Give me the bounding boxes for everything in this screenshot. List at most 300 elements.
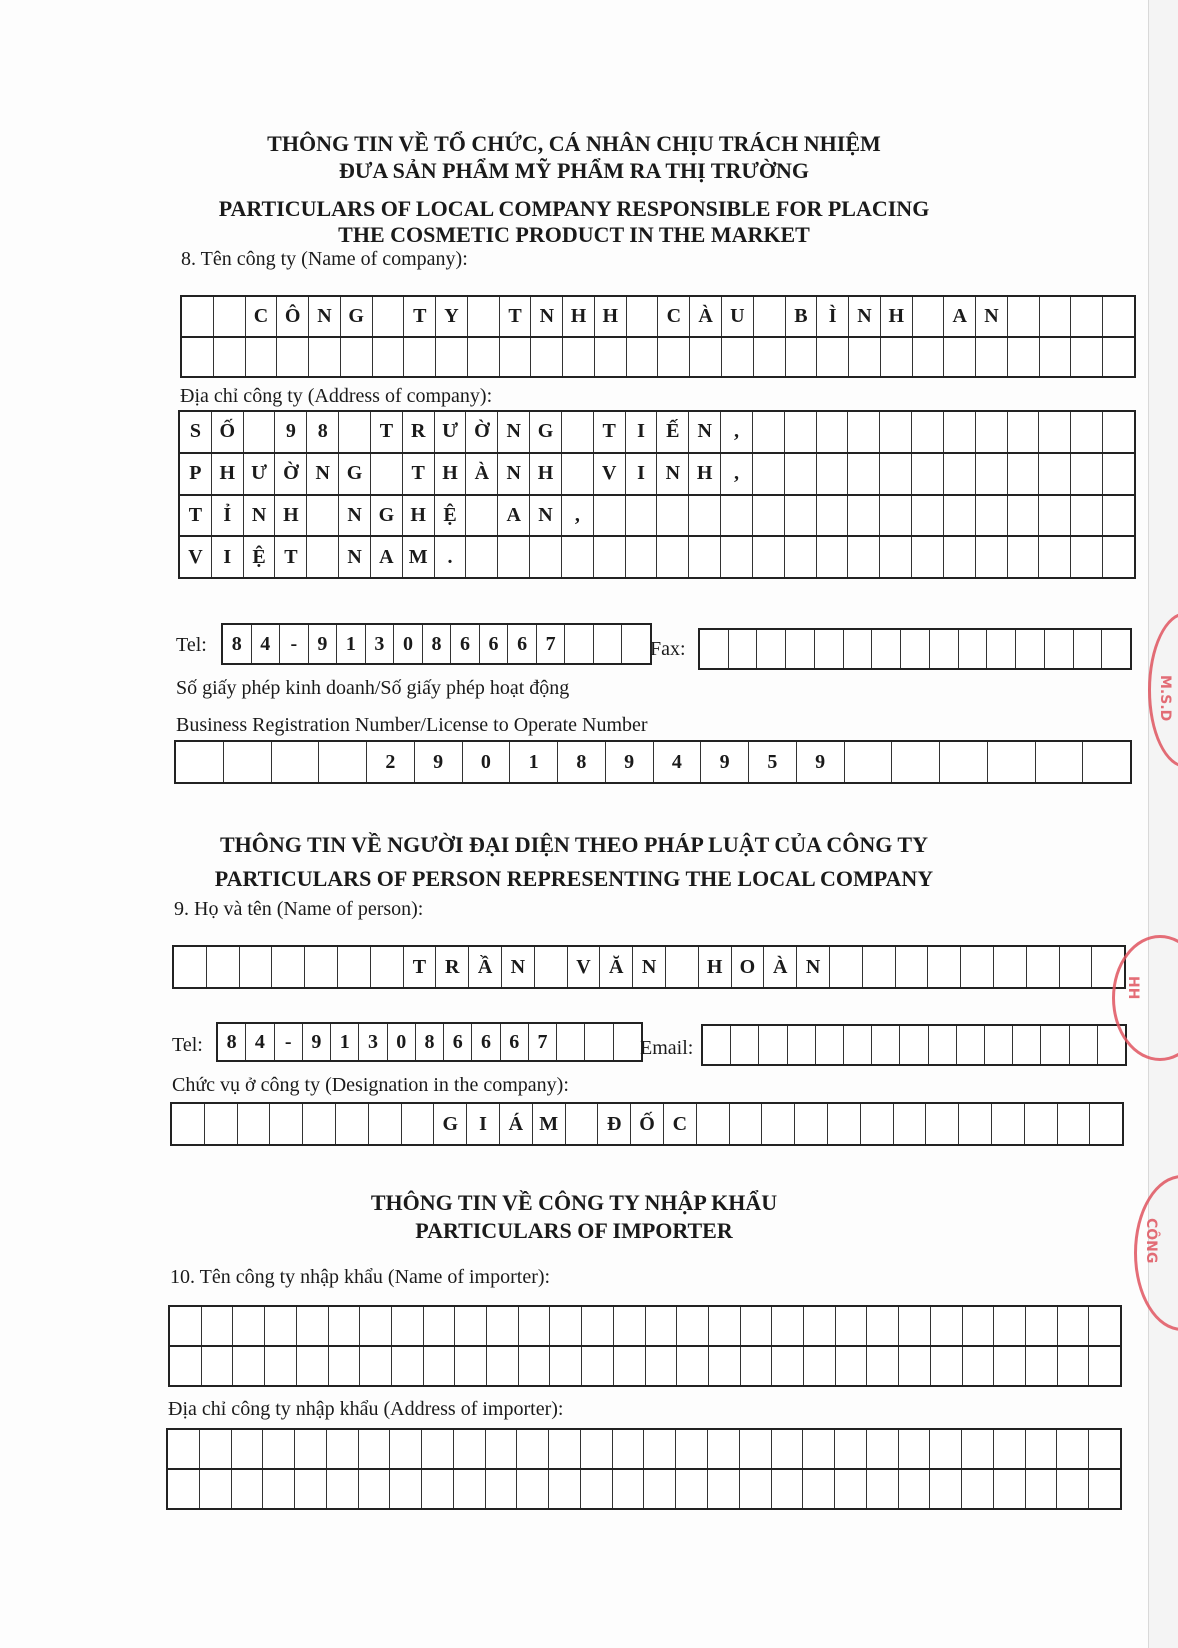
char-box[interactable]: 8 — [415, 1024, 443, 1060]
char-box[interactable]: 5 — [748, 742, 796, 782]
char-box[interactable] — [1056, 1430, 1088, 1468]
char-box[interactable]: 8 — [557, 742, 605, 782]
char-box[interactable] — [306, 496, 338, 536]
char-box[interactable] — [834, 1430, 866, 1468]
char-box[interactable]: N — [338, 496, 370, 536]
char-box[interactable] — [318, 742, 366, 782]
char-box[interactable] — [753, 338, 785, 377]
char-box[interactable]: H — [211, 454, 243, 494]
designation-grid[interactable] — [170, 1102, 1124, 1146]
char-box[interactable]: 6 — [443, 1024, 471, 1060]
char-box[interactable] — [676, 1307, 708, 1345]
char-box[interactable] — [176, 742, 223, 782]
char-box[interactable]: N — [306, 454, 338, 494]
char-box[interactable] — [752, 496, 784, 536]
char-box[interactable]: I — [211, 537, 243, 577]
address-grid[interactable] — [178, 410, 1136, 579]
char-box[interactable] — [467, 338, 499, 377]
char-box[interactable]: - — [279, 625, 308, 663]
char-box[interactable] — [581, 1347, 613, 1385]
char-box[interactable]: 9 — [308, 625, 337, 663]
char-box[interactable] — [485, 1470, 517, 1508]
char-box[interactable]: H — [434, 454, 466, 494]
char-box[interactable]: T — [593, 412, 625, 452]
char-box[interactable]: 9 — [796, 742, 844, 782]
char-box[interactable] — [358, 1470, 390, 1508]
char-box[interactable] — [708, 1347, 740, 1385]
char-box[interactable]: H — [529, 454, 561, 494]
char-box[interactable] — [771, 1430, 803, 1468]
char-box[interactable]: 9 — [414, 742, 462, 782]
char-box[interactable] — [294, 1430, 326, 1468]
char-box[interactable] — [929, 1430, 961, 1468]
char-box[interactable] — [879, 537, 911, 577]
char-box[interactable] — [871, 1026, 899, 1064]
char-box[interactable]: 7 — [536, 625, 565, 663]
char-box[interactable] — [939, 742, 987, 782]
char-box[interactable] — [594, 338, 626, 377]
char-box[interactable] — [895, 947, 928, 987]
char-box[interactable] — [898, 1347, 930, 1385]
char-box[interactable]: N — [796, 947, 829, 987]
char-box[interactable] — [1070, 412, 1102, 452]
char-box[interactable] — [1025, 1307, 1057, 1345]
char-box[interactable]: H — [274, 496, 306, 536]
char-box[interactable] — [626, 338, 658, 377]
char-box[interactable] — [613, 1347, 645, 1385]
char-box[interactable] — [975, 338, 1007, 377]
char-box[interactable] — [785, 630, 814, 668]
char-box[interactable] — [991, 1104, 1024, 1144]
char-box[interactable] — [993, 1307, 1025, 1345]
char-box[interactable]: B — [785, 297, 817, 336]
char-box[interactable] — [306, 537, 338, 577]
char-box[interactable]: Ố — [211, 412, 243, 452]
char-box[interactable]: 8 — [422, 625, 451, 663]
char-box[interactable] — [423, 1347, 455, 1385]
char-box[interactable] — [993, 1347, 1025, 1385]
char-box[interactable] — [975, 537, 1007, 577]
char-box[interactable] — [975, 412, 1007, 452]
char-box[interactable]: T — [403, 947, 436, 987]
char-box[interactable]: 6 — [450, 625, 479, 663]
email-grid[interactable] — [701, 1024, 1127, 1066]
char-box[interactable] — [549, 1347, 581, 1385]
char-box[interactable] — [199, 1430, 231, 1468]
char-box[interactable] — [368, 1104, 401, 1144]
char-box[interactable] — [613, 1307, 645, 1345]
char-box[interactable] — [794, 1104, 827, 1144]
char-box[interactable] — [675, 1470, 707, 1508]
char-box[interactable] — [1038, 412, 1070, 452]
char-box[interactable] — [740, 1307, 772, 1345]
char-box[interactable] — [993, 947, 1026, 987]
char-box[interactable] — [816, 496, 848, 536]
char-box[interactable] — [962, 1307, 994, 1345]
char-box[interactable]: T — [274, 537, 306, 577]
char-box[interactable] — [1044, 630, 1073, 668]
char-box[interactable] — [335, 1104, 368, 1144]
char-box[interactable] — [707, 1430, 739, 1468]
char-box[interactable] — [815, 1026, 843, 1064]
char-box[interactable] — [486, 1307, 518, 1345]
char-box[interactable] — [657, 338, 689, 377]
char-box[interactable] — [984, 1026, 1012, 1064]
char-box[interactable] — [231, 1430, 263, 1468]
char-box[interactable] — [987, 742, 1035, 782]
char-box[interactable]: Ầ — [468, 947, 501, 987]
char-box[interactable] — [170, 1347, 201, 1385]
char-box[interactable] — [803, 1307, 835, 1345]
char-box[interactable] — [1038, 496, 1070, 536]
char-box[interactable] — [645, 1307, 677, 1345]
char-box[interactable]: H — [688, 454, 720, 494]
char-box[interactable] — [962, 1347, 994, 1385]
char-box[interactable] — [1088, 1430, 1120, 1468]
char-box[interactable] — [753, 297, 785, 336]
char-box[interactable] — [752, 412, 784, 452]
char-box[interactable] — [961, 1430, 993, 1468]
char-box[interactable] — [688, 537, 720, 577]
char-box[interactable] — [370, 947, 403, 987]
char-box[interactable] — [1070, 537, 1102, 577]
char-box[interactable]: V — [567, 947, 600, 987]
char-box[interactable]: Đ — [597, 1104, 630, 1144]
char-box[interactable]: Ư — [243, 454, 275, 494]
char-box[interactable] — [401, 1104, 434, 1144]
char-box[interactable] — [326, 1430, 358, 1468]
char-box[interactable] — [1102, 338, 1134, 377]
char-box[interactable]: 2 — [366, 742, 414, 782]
char-box[interactable] — [956, 1026, 984, 1064]
char-box[interactable]: Ì — [816, 297, 848, 336]
char-box[interactable] — [1038, 454, 1070, 494]
char-box[interactable]: Ỉ — [211, 496, 243, 536]
char-box[interactable]: N — [632, 947, 665, 987]
char-box[interactable] — [784, 537, 816, 577]
char-box[interactable] — [516, 1430, 548, 1468]
char-box[interactable] — [581, 1307, 613, 1345]
char-box[interactable]: T — [403, 297, 435, 336]
char-box[interactable] — [847, 537, 879, 577]
char-box[interactable] — [943, 496, 975, 536]
char-box[interactable] — [1007, 454, 1039, 494]
char-box[interactable] — [975, 454, 1007, 494]
char-box[interactable]: H — [594, 297, 626, 336]
char-box[interactable] — [580, 1470, 612, 1508]
char-box[interactable] — [612, 1470, 644, 1508]
char-box[interactable]: 6 — [471, 1024, 499, 1060]
char-box[interactable] — [626, 297, 658, 336]
char-box[interactable] — [201, 1307, 233, 1345]
char-box[interactable]: O — [731, 947, 764, 987]
char-box[interactable] — [925, 1104, 958, 1144]
char-box[interactable] — [389, 1470, 421, 1508]
char-box[interactable] — [643, 1430, 675, 1468]
char-box[interactable] — [1102, 412, 1134, 452]
char-box[interactable] — [276, 338, 308, 377]
char-box[interactable] — [802, 1430, 834, 1468]
char-box[interactable] — [866, 1470, 898, 1508]
char-box[interactable]: H — [402, 496, 434, 536]
char-box[interactable]: R — [435, 947, 468, 987]
char-box[interactable] — [843, 1026, 871, 1064]
char-box[interactable] — [486, 1347, 518, 1385]
char-box[interactable] — [358, 1430, 390, 1468]
char-box[interactable] — [975, 496, 1007, 536]
char-box[interactable]: Y — [435, 297, 467, 336]
char-box[interactable] — [752, 454, 784, 494]
char-box[interactable]: V — [188, 545, 203, 568]
char-box[interactable]: Á — [499, 1104, 532, 1144]
char-box[interactable]: 3 — [358, 1024, 386, 1060]
char-box[interactable] — [1073, 630, 1102, 668]
char-box[interactable]: G — [340, 297, 372, 336]
char-box[interactable] — [1082, 742, 1130, 782]
char-box[interactable] — [898, 1307, 930, 1345]
char-box[interactable]: 8 — [226, 1030, 237, 1053]
char-box[interactable] — [584, 1024, 612, 1060]
char-box[interactable] — [561, 412, 593, 452]
char-box[interactable] — [700, 630, 728, 668]
char-box[interactable] — [580, 1430, 612, 1468]
char-box[interactable] — [556, 1024, 584, 1060]
char-box[interactable]: T — [370, 412, 402, 452]
char-box[interactable]: 1 — [336, 625, 365, 663]
char-box[interactable] — [1088, 1307, 1120, 1345]
char-box[interactable] — [643, 1470, 675, 1508]
char-box[interactable] — [453, 1430, 485, 1468]
char-box[interactable] — [752, 537, 784, 577]
char-box[interactable]: 7 — [528, 1024, 556, 1060]
char-box[interactable] — [993, 1430, 1025, 1468]
char-box[interactable] — [565, 1104, 598, 1144]
char-box[interactable]: 6 — [507, 625, 536, 663]
char-box[interactable] — [245, 338, 277, 377]
char-box[interactable] — [814, 630, 843, 668]
char-box[interactable] — [1056, 1470, 1088, 1508]
char-box[interactable] — [1024, 1104, 1057, 1144]
char-box[interactable] — [1102, 537, 1134, 577]
char-box[interactable] — [389, 1430, 421, 1468]
char-box[interactable] — [296, 1347, 328, 1385]
char-box[interactable] — [182, 297, 213, 336]
char-box[interactable] — [326, 1470, 358, 1508]
char-box[interactable] — [866, 1347, 898, 1385]
char-box[interactable]: À — [465, 454, 497, 494]
char-box[interactable] — [802, 1470, 834, 1508]
char-box[interactable] — [958, 630, 987, 668]
char-box[interactable] — [911, 537, 943, 577]
char-box[interactable] — [465, 537, 497, 577]
char-box[interactable] — [548, 1430, 580, 1468]
char-box[interactable] — [860, 1104, 893, 1144]
char-box[interactable]: 9 — [700, 742, 748, 782]
char-box[interactable] — [720, 537, 752, 577]
char-box[interactable]: - — [274, 1024, 302, 1060]
char-box[interactable]: 9 — [302, 1024, 330, 1060]
char-box[interactable]: N — [243, 496, 275, 536]
char-box[interactable] — [816, 338, 848, 377]
char-box[interactable]: 0 — [462, 742, 510, 782]
char-box[interactable] — [1012, 1026, 1040, 1064]
char-box[interactable] — [761, 1104, 794, 1144]
char-box[interactable] — [771, 1307, 803, 1345]
char-box[interactable]: À — [763, 947, 796, 987]
person-tel-grid[interactable] — [216, 1022, 643, 1062]
char-box[interactable] — [172, 1104, 204, 1144]
char-box[interactable]: G — [433, 1104, 466, 1144]
char-box[interactable] — [707, 1470, 739, 1508]
char-box[interactable] — [986, 630, 1015, 668]
char-box[interactable] — [232, 1347, 264, 1385]
char-box[interactable] — [771, 1347, 803, 1385]
char-box[interactable] — [612, 1430, 644, 1468]
char-box[interactable] — [665, 947, 698, 987]
char-box[interactable] — [758, 1026, 786, 1064]
char-box[interactable] — [930, 1307, 962, 1345]
char-box[interactable] — [899, 1026, 927, 1064]
char-box[interactable] — [1088, 1347, 1120, 1385]
char-box[interactable] — [561, 537, 593, 577]
char-box[interactable] — [1026, 947, 1059, 987]
char-box[interactable] — [170, 1307, 201, 1345]
char-box[interactable] — [688, 496, 720, 536]
char-box[interactable] — [879, 412, 911, 452]
company-name-grid[interactable] — [180, 295, 1136, 378]
char-box[interactable]: H — [880, 297, 912, 336]
char-box[interactable] — [174, 947, 206, 987]
char-box[interactable] — [359, 1307, 391, 1345]
char-box[interactable]: N — [497, 412, 529, 452]
char-box[interactable]: G — [370, 496, 402, 536]
char-box[interactable]: U — [721, 297, 753, 336]
char-box[interactable] — [518, 1307, 550, 1345]
char-box[interactable] — [1057, 1104, 1090, 1144]
char-box[interactable] — [960, 947, 993, 987]
char-box[interactable]: N — [656, 454, 688, 494]
char-box[interactable] — [168, 1470, 199, 1508]
char-box[interactable]: T — [499, 297, 531, 336]
char-box[interactable] — [453, 1470, 485, 1508]
char-box[interactable]: R — [402, 412, 434, 452]
char-box[interactable] — [816, 412, 848, 452]
char-box[interactable] — [182, 338, 213, 377]
char-box[interactable] — [891, 742, 939, 782]
char-box[interactable] — [1007, 297, 1039, 336]
char-box[interactable]: . — [434, 537, 466, 577]
char-box[interactable] — [370, 454, 402, 494]
char-box[interactable] — [862, 947, 895, 987]
char-box[interactable] — [866, 1307, 898, 1345]
char-box[interactable] — [239, 947, 272, 987]
char-box[interactable] — [1057, 1307, 1089, 1345]
char-box[interactable] — [372, 338, 404, 377]
char-box[interactable] — [454, 1307, 486, 1345]
char-box[interactable] — [529, 537, 561, 577]
char-box[interactable] — [231, 1470, 263, 1508]
char-box[interactable] — [816, 537, 848, 577]
char-box[interactable] — [943, 338, 975, 377]
char-box[interactable] — [593, 537, 625, 577]
char-box[interactable]: Ệ — [243, 537, 275, 577]
char-box[interactable] — [729, 1104, 762, 1144]
char-box[interactable] — [1007, 338, 1039, 377]
char-box[interactable]: S — [189, 420, 201, 443]
char-box[interactable] — [787, 1026, 815, 1064]
char-box[interactable]: 9 — [605, 742, 653, 782]
char-box[interactable] — [927, 947, 960, 987]
company-tel-grid[interactable] — [221, 623, 652, 665]
char-box[interactable] — [696, 1104, 729, 1144]
char-box[interactable] — [739, 1430, 771, 1468]
char-box[interactable] — [866, 1430, 898, 1468]
char-box[interactable]: Ô — [276, 297, 308, 336]
char-box[interactable] — [720, 496, 752, 536]
char-box[interactable]: G — [529, 412, 561, 452]
char-box[interactable]: 6 — [479, 625, 508, 663]
char-box[interactable]: I — [466, 1104, 499, 1144]
char-box[interactable] — [816, 454, 848, 494]
char-box[interactable]: , — [561, 496, 593, 536]
char-box[interactable]: N — [529, 496, 561, 536]
char-box[interactable] — [689, 338, 721, 377]
char-box[interactable] — [834, 1470, 866, 1508]
char-box[interactable] — [675, 1430, 707, 1468]
char-box[interactable] — [548, 1470, 580, 1508]
char-box[interactable] — [1039, 338, 1071, 377]
importer-address-grid[interactable] — [166, 1428, 1122, 1510]
char-box[interactable] — [703, 1026, 730, 1064]
char-box[interactable]: Ă — [599, 947, 632, 987]
char-box[interactable] — [1070, 297, 1102, 336]
char-box[interactable]: N — [501, 947, 534, 987]
char-box[interactable]: C — [245, 297, 277, 336]
char-box[interactable] — [645, 1347, 677, 1385]
char-box[interactable] — [958, 1104, 991, 1144]
char-box[interactable] — [898, 1430, 930, 1468]
char-box[interactable] — [900, 630, 929, 668]
char-box[interactable] — [237, 1104, 270, 1144]
char-box[interactable] — [296, 1307, 328, 1345]
char-box[interactable]: 6 — [500, 1024, 528, 1060]
char-box[interactable] — [625, 537, 657, 577]
char-box[interactable] — [847, 454, 879, 494]
char-box[interactable] — [943, 454, 975, 494]
char-box[interactable]: N — [530, 297, 562, 336]
char-box[interactable] — [771, 1470, 803, 1508]
char-box[interactable] — [912, 297, 944, 336]
char-box[interactable]: 1 — [509, 742, 557, 782]
char-box[interactable] — [294, 1470, 326, 1508]
char-box[interactable] — [516, 1470, 548, 1508]
char-box[interactable]: C — [657, 297, 689, 336]
char-box[interactable] — [206, 947, 239, 987]
char-box[interactable]: N — [975, 297, 1007, 336]
char-box[interactable] — [1102, 496, 1134, 536]
char-box[interactable] — [534, 947, 567, 987]
char-box[interactable] — [879, 496, 911, 536]
char-box[interactable] — [264, 1347, 296, 1385]
char-box[interactable] — [929, 630, 958, 668]
char-box[interactable] — [730, 1026, 758, 1064]
char-box[interactable] — [391, 1307, 423, 1345]
char-box[interactable]: N — [308, 297, 340, 336]
char-box[interactable]: 4 — [251, 625, 280, 663]
char-box[interactable] — [1025, 1470, 1057, 1508]
char-box[interactable] — [1070, 496, 1102, 536]
char-box[interactable]: 3 — [365, 625, 394, 663]
